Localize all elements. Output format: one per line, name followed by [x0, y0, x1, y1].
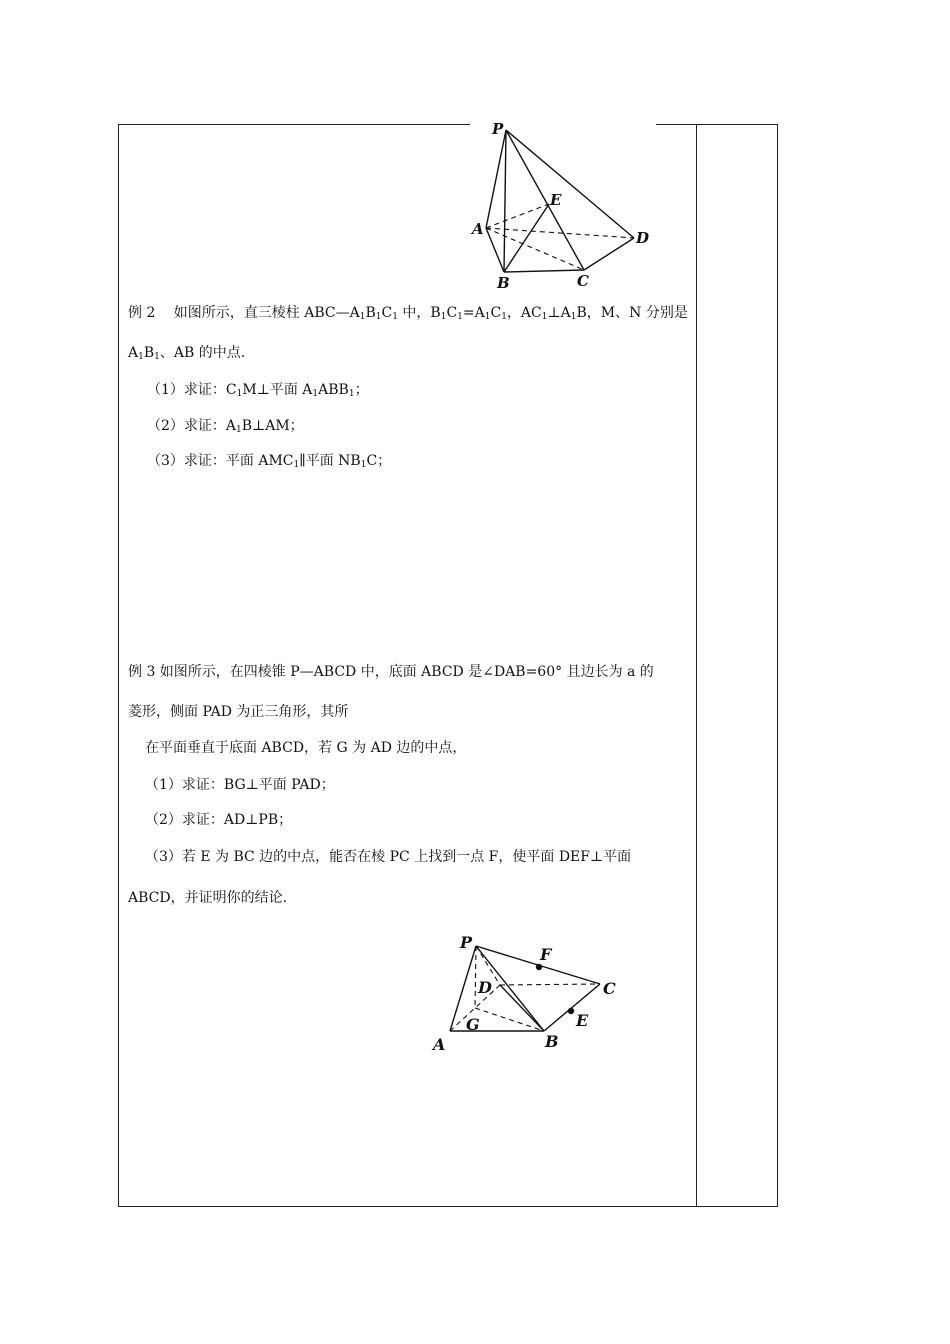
figure-1-pyramid [465, 118, 665, 298]
edge-AE [486, 204, 549, 228]
label-B: B [497, 274, 510, 292]
label-G: G [466, 1015, 480, 1034]
example3-line3: 在平面垂直于底面 ABCD，若 G 为 AD 边的中点， [145, 740, 467, 756]
edge-PB [504, 130, 506, 272]
edge-PD [506, 130, 634, 238]
example2-line1: 例 2 如图所示，直三棱柱 $ABC—A_1B_1C_1$ 中，$B_1C_1=A_1C_1$，$AC_1\perp A_1B$，M、N 分别是 [128, 305, 688, 322]
example2-line2: $A_1B_1$、AB 的中点. [128, 345, 246, 362]
figure-2-pyramid [425, 928, 625, 1058]
label-E: E [550, 191, 562, 209]
label-A: A [433, 1035, 446, 1054]
edge-AD [486, 228, 634, 238]
label-P: P [492, 120, 504, 138]
label-D: D [636, 229, 650, 247]
example2-question1: （1）求证：$C_1M\perp$平面 $A_1ABB_1$； [147, 382, 369, 399]
label-B: B [545, 1032, 559, 1051]
example3-question3-cont: ABCD，并证明你的结论. [128, 890, 288, 906]
example3-line1: 例 3 如图所示，在四棱锥 P—ABCD 中，底面 ABCD 是∠DAB=60° 且边长为 a 的 [128, 664, 654, 680]
edge-PA [486, 130, 506, 228]
example2-question2: （2）求证：$A_1B\perp AM$； [147, 418, 304, 435]
label-E: E [576, 1011, 589, 1030]
label-D: D [478, 978, 492, 997]
edge-AB [486, 228, 504, 272]
edge-BE [504, 204, 549, 272]
edge-DC [500, 984, 600, 985]
edge-PC [506, 130, 584, 270]
example3-question1: （1）求证：BG⊥平面 PAD； [145, 777, 335, 793]
edge-PG [475, 946, 476, 1008]
example3-question3: （3）若 E 为 BC 边的中点，能否在棱 PC 上找到一点 F，使平面 DEF⊥平面 [145, 849, 632, 865]
edge-BC [544, 984, 600, 1031]
example3-question2: （2）求证：AD⊥PB； [145, 812, 293, 828]
label-A: A [472, 220, 484, 238]
label-F: F [540, 945, 552, 964]
example2-question3: （3）求证：平面 $AMC_1\parallel$平面 $NB_1C$； [147, 453, 392, 470]
point-E [568, 1008, 574, 1014]
column-divider [696, 124, 697, 1207]
example3-line2: 菱形，侧面 PAD 为正三角形，其所 [128, 704, 349, 720]
point-F [536, 964, 542, 970]
edge-BC [504, 270, 584, 272]
edge-CD [584, 238, 634, 270]
label-P: P [460, 933, 473, 952]
label-C: C [603, 979, 616, 998]
label-C: C [577, 272, 589, 290]
